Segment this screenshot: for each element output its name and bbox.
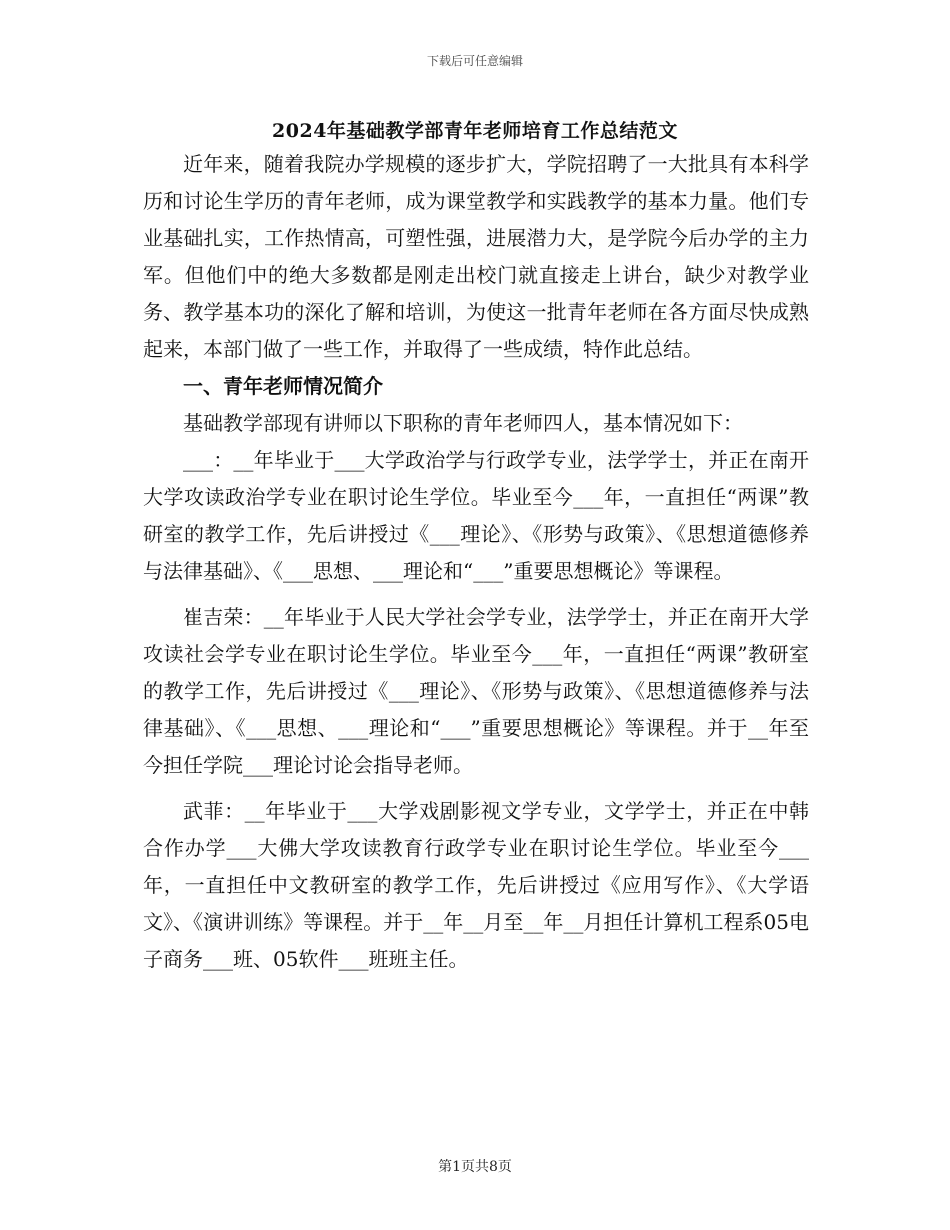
section-lead-paragraph: 基础教学部现有讲师以下职称的青年老师四人，基本情况如下：: [183, 411, 743, 435]
document-body: [143, 146, 809, 978]
teacher-paragraph-2: 崔吉荣：__年毕业于人民大学社会学专业，法学学士，并正在南开大学攻读社会学专业在职讨论生学位。毕业至今___年，一直担任“两课”教研室的教学工作，先后讲授过《___理论》、《形势与政策》、《思想道德修养与法律基础》、《___思想、___理论和“___”重要思想概论》等课程。并于__年至今担任学院___理论讨论会指导老师。: [143, 605, 809, 777]
teacher-paragraph-3: 武菲：__年毕业于___大学戏剧影视文学专业，文学学士，并正在中韩合作办学___大佛大学攻读教育行政学专业在职讨论生学位。毕业至今___年，一直担任中文教研室的教学工作，先后讲授过《应用写作》、《大学语文》、《演讲训练》等课程。并于__年__月至__年__月担任计算机工程系05电子商务___班、05软件___班班主任。: [143, 799, 809, 971]
document-title: 2024年基础教学部青年老师培育工作总结范文: [272, 120, 678, 142]
page-header-note: 下载后可任意编辑: [426, 54, 523, 68]
page-footer-number: 第1页共8页: [438, 1159, 512, 1175]
intro-paragraph: 近年来，随着我院办学规模的逐步扩大，学院招聘了一大批具有本科学历和讨论生学历的青年老师，成为课堂教学和实践教学的基本力量。他们专业基础扎实，工作热情高，可塑性强，进展潜力大，是学院今后办学的主力军。但他们中的绝大多数都是刚走出校门就直接走上讲台，缺少对教学业务、教学基本功的深化了解和培训，为使这一批青年老师在各方面尽快成熟起来，本部门做了一些工作，并取得了一些成绩，特作此总结。: [143, 152, 809, 361]
teacher-paragraph-1: ___：__年毕业于___大学政治学与行政学专业，法学学士，并正在南开大学攻读政治学专业在职讨论生学位。毕业至今___年，一直担任“两课”教研室的教学工作，先后讲授过《___理论》、《形势与政策》、《思想道德修养与法律基础》、《___思想、___理论和“___”重要思想概论》等课程。: [143, 448, 809, 583]
section-heading: 一、青年老师情况简介: [183, 374, 383, 398]
